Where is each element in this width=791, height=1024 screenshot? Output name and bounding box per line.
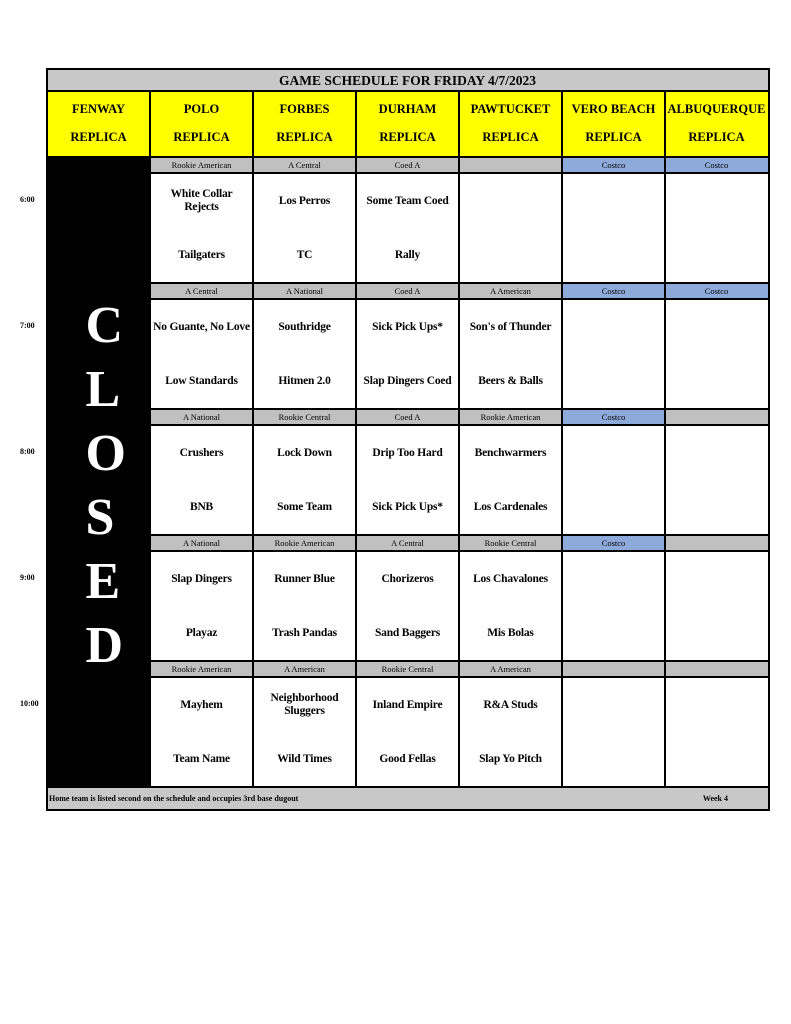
home-team: Los Cardenales (473, 500, 548, 513)
division-text: Costco (704, 160, 729, 170)
footer (47, 788, 768, 809)
header-bottom-border (47, 156, 768, 158)
game-cell (665, 300, 768, 408)
away-team: Inland Empire (372, 698, 443, 711)
away-team: Los Perros (278, 194, 331, 207)
home-team (714, 732, 720, 786)
outer-border-right (768, 68, 770, 811)
division-text: A National (182, 412, 221, 422)
away-team: No Guante, No Love (153, 320, 250, 333)
away-team (611, 300, 617, 354)
field-header-5 (459, 91, 562, 156)
game-cell (459, 678, 562, 786)
title-bottom-border (47, 90, 768, 92)
division-label (665, 284, 768, 298)
division-label (356, 284, 459, 298)
game-cell (356, 300, 459, 408)
home-team (611, 732, 617, 786)
home-team: Good Fellas (379, 752, 436, 765)
division-text: Rookie Central (278, 412, 331, 422)
field-header-1 (47, 91, 150, 156)
away-team: Runner Blue (274, 572, 335, 585)
game-cell (150, 552, 253, 660)
page-title (47, 70, 768, 91)
game-cell (459, 174, 562, 282)
game-cell (150, 426, 253, 534)
away-team: Mayhem (180, 698, 223, 711)
outer-border-left (46, 68, 48, 811)
division-label (562, 536, 665, 550)
home-team (508, 228, 514, 282)
division-text: Coed A (394, 412, 421, 422)
home-team: Tailgaters (178, 248, 225, 261)
footer-top-border (47, 786, 768, 788)
division-label (253, 536, 356, 550)
home-team: Mis Bolas (487, 626, 534, 639)
division-text: A American (284, 664, 325, 674)
division-text: Costco (601, 286, 626, 296)
division-label (665, 158, 768, 172)
field-sub: REPLICA (173, 130, 230, 145)
division-label (562, 284, 665, 298)
division-text: Rookie American (171, 160, 232, 170)
game-cell (562, 552, 665, 660)
field-name: VERO BEACH (571, 101, 656, 116)
division-text: Rookie American (480, 412, 541, 422)
game-cell (150, 678, 253, 786)
column-divider (355, 91, 357, 788)
home-team (714, 480, 720, 534)
field-sub: REPLICA (276, 130, 333, 145)
game-cell (253, 300, 356, 408)
division-label (562, 410, 665, 424)
division-label (459, 410, 562, 424)
division-label (356, 536, 459, 550)
field-sub: REPLICA (688, 130, 745, 145)
division-text: Costco (601, 160, 626, 170)
game-cell (459, 426, 562, 534)
home-team: BNB (189, 500, 214, 513)
division-label (459, 284, 562, 298)
field-name: PAWTUCKET (470, 101, 551, 116)
game-cell (459, 552, 562, 660)
division-text: A Central (185, 286, 218, 296)
column-divider (252, 91, 254, 788)
home-team (611, 606, 617, 660)
division-label (459, 158, 562, 172)
column-divider (561, 91, 563, 788)
home-team: Slap Dingers Coed (363, 374, 452, 387)
field-header-2 (150, 91, 253, 156)
home-team (611, 354, 617, 408)
column-divider (458, 91, 460, 788)
home-team: TC (296, 248, 313, 261)
game-cell (150, 174, 253, 282)
game-cell (356, 678, 459, 786)
division-label (459, 536, 562, 550)
column-divider (149, 91, 151, 788)
division-label (253, 410, 356, 424)
away-team (714, 678, 720, 732)
division-label (665, 536, 768, 550)
division-text: Rookie American (274, 538, 335, 548)
closed-label: CLOSED (85, 297, 126, 674)
division-label (150, 158, 253, 172)
game-cell (665, 552, 768, 660)
game-cell (253, 678, 356, 786)
division-label (150, 536, 253, 550)
home-team: Sick Pick Ups* (372, 500, 443, 513)
home-team: Wild Times (277, 752, 332, 765)
time-label: 10:00 (20, 699, 39, 708)
away-team: Benchwarmers (474, 446, 547, 459)
time-label: 6:00 (20, 195, 35, 204)
home-team: Team Name (173, 752, 230, 765)
home-team: Sand Baggers (374, 626, 441, 639)
division-label (562, 662, 665, 676)
field-header-7 (665, 91, 768, 156)
division-label (253, 158, 356, 172)
home-team (714, 228, 720, 282)
field-name: POLO (183, 101, 220, 116)
home-team (611, 228, 617, 282)
game-cell (356, 552, 459, 660)
division-text: Rookie American (171, 664, 232, 674)
division-text: Rookie Central (381, 664, 434, 674)
field-header-3 (253, 91, 356, 156)
division-label (356, 158, 459, 172)
away-team: Southridge (278, 320, 331, 333)
division-label (150, 662, 253, 676)
away-team: Some Team Coed (366, 194, 449, 207)
division-label (665, 662, 768, 676)
closed-column (47, 156, 150, 788)
division-text: A American (490, 664, 531, 674)
home-team: Trash Pandas (272, 626, 337, 639)
field-name: DURHAM (378, 101, 437, 116)
away-team (714, 174, 720, 228)
home-team (611, 480, 617, 534)
division-text: Coed A (394, 286, 421, 296)
away-team (714, 300, 720, 354)
division-label (253, 662, 356, 676)
home-team: Rally (394, 248, 421, 261)
game-cell (253, 552, 356, 660)
away-team (611, 552, 617, 606)
away-team: Slap Dingers (171, 572, 232, 585)
home-team: Slap Yo Pitch (479, 752, 542, 765)
game-cell (562, 300, 665, 408)
division-label (253, 284, 356, 298)
field-name: FORBES (279, 101, 330, 116)
away-team: Chorizeros (381, 572, 434, 585)
away-team (611, 678, 617, 732)
time-label: 8:00 (20, 447, 35, 456)
field-header-4 (356, 91, 459, 156)
division-text: A National (285, 286, 324, 296)
column-divider (664, 91, 666, 788)
game-cell (253, 426, 356, 534)
game-cell (562, 678, 665, 786)
division-label (356, 662, 459, 676)
home-team: Hitmen 2.0 (278, 374, 331, 387)
away-team (611, 174, 617, 228)
field-sub: REPLICA (585, 130, 642, 145)
division-text: A American (490, 286, 531, 296)
outer-border-bottom (46, 809, 770, 811)
division-text: A National (182, 538, 221, 548)
division-text: Rookie Central (484, 538, 537, 548)
away-team: Los Chavalones (473, 572, 548, 585)
time-label: 7:00 (20, 321, 35, 330)
division-label (665, 410, 768, 424)
away-team: Sick Pick Ups* (372, 320, 443, 333)
time-label: 9:00 (20, 573, 35, 582)
division-label (150, 410, 253, 424)
away-team: Crushers (179, 446, 224, 459)
home-team: Some Team (277, 500, 332, 513)
game-cell (665, 426, 768, 534)
field-name: FENWAY (71, 101, 126, 116)
outer-border-top (46, 68, 770, 70)
division-text: A Central (288, 160, 321, 170)
home-team: Beers & Balls (478, 374, 543, 387)
away-team (611, 426, 617, 480)
division-text: Costco (601, 412, 626, 422)
game-cell (150, 300, 253, 408)
away-team (508, 174, 514, 228)
away-team (714, 552, 720, 606)
division-label (459, 662, 562, 676)
home-team (714, 606, 720, 660)
game-cell (665, 678, 768, 786)
division-label (562, 158, 665, 172)
division-text: Coed A (394, 160, 421, 170)
division-label (150, 284, 253, 298)
away-team: R&A Studs (483, 698, 538, 711)
game-cell (562, 426, 665, 534)
home-team: Playaz (185, 626, 218, 639)
field-name: ALBUQUERQUE (667, 101, 766, 116)
week-label: Week 4 (702, 794, 728, 803)
game-cell (253, 174, 356, 282)
away-team: Son's of Thunder (469, 320, 552, 333)
game-cell (459, 300, 562, 408)
game-cell (356, 426, 459, 534)
division-label (356, 410, 459, 424)
game-cell (562, 174, 665, 282)
field-header-6 (562, 91, 665, 156)
away-team: White Collar Rejects (170, 188, 233, 213)
away-team: Lock Down (277, 446, 332, 459)
field-sub: REPLICA (70, 130, 127, 145)
home-team (714, 354, 720, 408)
division-text: Costco (601, 538, 626, 548)
division-text: A Central (391, 538, 424, 548)
away-team (714, 426, 720, 480)
away-team: Drip Too Hard (372, 446, 443, 459)
home-team: Low Standards (165, 374, 238, 387)
division-text: Costco (704, 286, 729, 296)
game-cell (665, 174, 768, 282)
field-sub: REPLICA (379, 130, 436, 145)
page-title-text: GAME SCHEDULE FOR FRIDAY 4/7/2023 (278, 72, 537, 88)
footer-note: Home team is listed second on the schedule and occupies 3rd base dugout (49, 794, 299, 803)
away-team: Neighborhood Sluggers (270, 692, 339, 717)
game-cell (356, 174, 459, 282)
field-sub: REPLICA (482, 130, 539, 145)
